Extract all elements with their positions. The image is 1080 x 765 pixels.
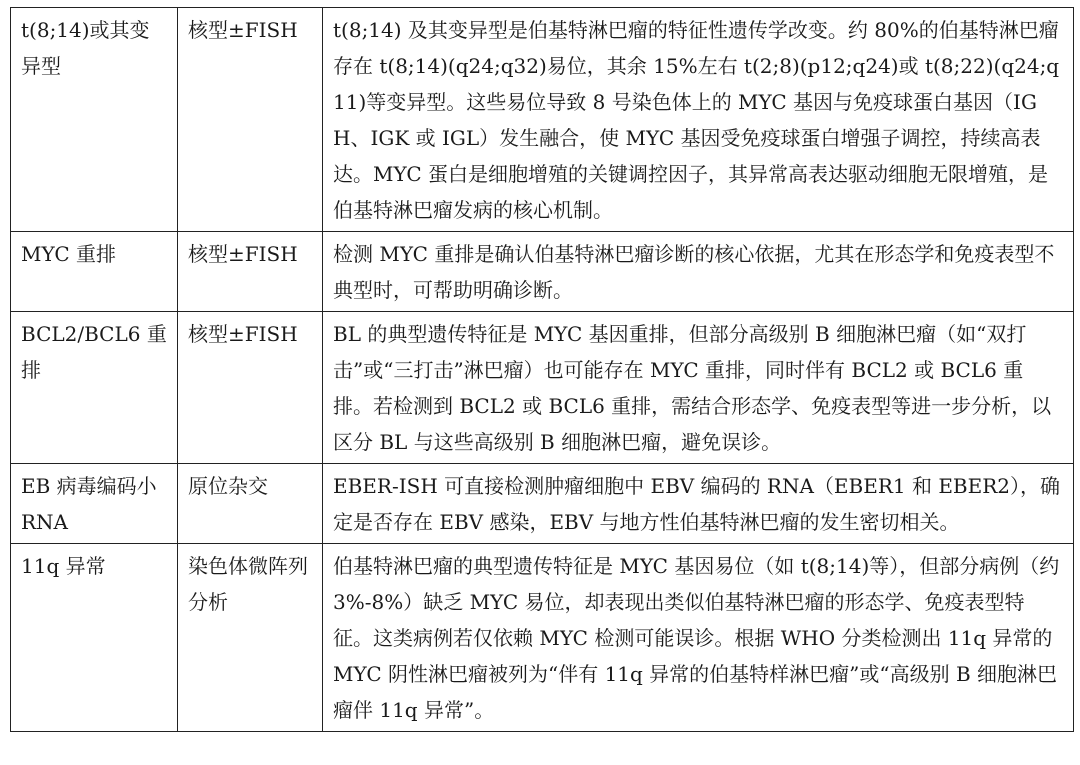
table-row [11,312,1074,464]
description-cell: 伯基特淋巴瘤的典型遗传特征是 MYC 基因易位（如 t(8;14)等），但部分病例（约 3%-8%）缺乏 MYC 易位，却表现出类似伯基特淋巴瘤的形态学、免疫表型特征。这类病例若仅依赖 MYC 检测可能误诊。根据 WHO 分类检测出 11q 异常的 MYC 阴性淋巴瘤被列为“伴有 11q 异常的伯基特样淋巴瘤”或“高级别 B 细胞淋巴瘤伴 11q 异常”。 [323,544,1074,732]
description-cell: 检测 MYC 重排是确认伯基特淋巴瘤诊断的核心依据，尤其在形态学和免疫表型不典型时，可帮助明确诊断。 [323,232,1074,312]
test-method-cell: 原位杂交 [178,464,323,544]
test-item-cell: MYC 重排 [11,232,178,312]
test-method-cell: 核型±FISH [178,232,323,312]
description-cell: t(8;14) 及其变异型是伯基特淋巴瘤的特征性遗传学改变。约 80%的伯基特淋巴瘤存在 t(8;14)(q24;q32)易位，其余 15%左右 t(2;8)(p12;q24)或 t(8;22)(q24;q11)等变异型。这些易位导致 8 号染色体上的 MYC 基因与免疫球蛋白基因（IGH、IGK 或 IGL）发生融合，使 MYC 基因受免疫球蛋白增强子调控，持续高表达。MYC 蛋白是细胞增殖的关键调控因子，其异常高表达驱动细胞无限增殖，是伯基特淋巴瘤发病的核心机制。 [323,8,1074,232]
genetic-testing-table [10,7,1074,732]
table-row [11,544,1074,732]
test-method-cell: 染色体微阵列分析 [178,544,323,732]
description-cell: BL 的典型遗传特征是 MYC 基因重排，但部分高级别 B 细胞淋巴瘤（如“双打击”或“三打击”淋巴瘤）也可能存在 MYC 重排，同时伴有 BCL2 或 BCL6 重排。若检测到 BCL2 或 BCL6 重排，需结合形态学、免疫表型等进一步分析，以区分 BL 与这些高级别 B 细胞淋巴瘤，避免误诊。 [323,312,1074,464]
test-item-cell: t(8;14)或其变异型 [11,8,178,232]
table-row [11,8,1074,232]
test-item-cell: BCL2/BCL6 重排 [11,312,178,464]
test-method-cell: 核型±FISH [178,8,323,232]
description-cell: EBER-ISH 可直接检测肿瘤细胞中 EBV 编码的 RNA（EBER1 和 EBER2），确定是否存在 EBV 感染，EBV 与地方性伯基特淋巴瘤的发生密切相关。 [323,464,1074,544]
table-row [11,464,1074,544]
table-row [11,232,1074,312]
test-method-cell: 核型±FISH [178,312,323,464]
test-item-cell: EB 病毒编码小 RNA [11,464,178,544]
test-item-cell: 11q 异常 [11,544,178,732]
